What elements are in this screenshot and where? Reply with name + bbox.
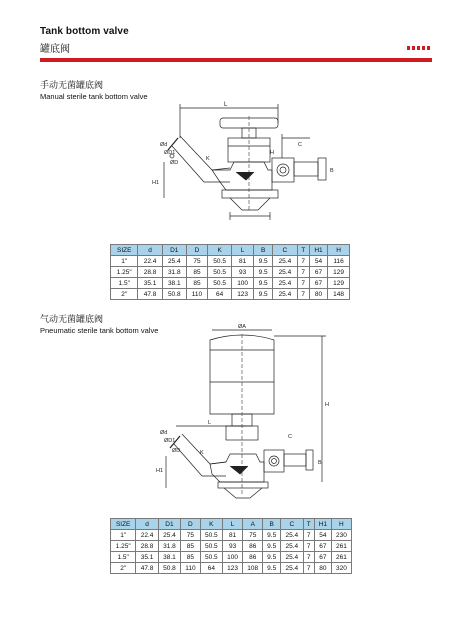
table-row: [111, 289, 350, 300]
table-header-row: [111, 519, 352, 530]
table-cell: 1.25": [111, 267, 138, 278]
col-d: d: [136, 519, 158, 530]
table-cell: 100: [232, 278, 254, 289]
table-cell: 75: [181, 530, 201, 541]
table-cell: 47.8: [138, 289, 162, 300]
table-cell: 7: [303, 530, 314, 541]
table-cell: 7: [297, 267, 309, 278]
table-cell: 7: [303, 541, 314, 552]
table-cell: 9.5: [263, 563, 281, 574]
manual-dim-c: C: [298, 142, 302, 148]
manual-heading-en: Manual sterile tank bottom valve: [40, 92, 148, 101]
table-cell: 129: [328, 267, 350, 278]
table-cell: 50.5: [208, 267, 232, 278]
table-cell: 67: [309, 278, 327, 289]
table-cell: 22.4: [136, 530, 158, 541]
table-cell: 50.8: [162, 289, 186, 300]
col-size: SIZE: [111, 245, 138, 256]
table-cell: 100: [223, 552, 243, 563]
table-cell: 261: [331, 552, 351, 563]
table-cell: 80: [309, 289, 327, 300]
table-cell: 116: [328, 256, 350, 267]
pneumatic-heading-cn: 气动无菌罐底阀: [40, 314, 104, 324]
col-d1: D1: [162, 245, 186, 256]
manual-dim-h: H: [270, 150, 274, 156]
table-cell: 1.5": [111, 278, 138, 289]
col-t: T: [303, 519, 314, 530]
manual-valve-drawing: [150, 98, 350, 233]
table-cell: 9.5: [254, 278, 273, 289]
col-h: H: [331, 519, 351, 530]
table-cell: 67: [314, 541, 331, 552]
table-cell: 9.5: [263, 530, 281, 541]
table-cell: 50.5: [208, 278, 232, 289]
page-title: Tank bottom valve: [40, 26, 129, 37]
table-cell: 28.8: [138, 267, 162, 278]
header-red-rule: [40, 58, 432, 62]
table-cell: 47.8: [136, 563, 158, 574]
col-k: K: [200, 519, 222, 530]
col-b: B: [263, 519, 281, 530]
table-cell: 25.4: [162, 256, 186, 267]
header-stripes: [407, 46, 430, 50]
table-cell: 50.5: [200, 541, 222, 552]
col-d1: D1: [158, 519, 180, 530]
table-cell: 25.4: [273, 256, 297, 267]
pneumatic-dim-k: K: [200, 450, 204, 456]
table-cell: 31.8: [162, 267, 186, 278]
manual-dim-b: B: [330, 168, 334, 174]
table-cell: 110: [186, 289, 207, 300]
table-cell: 25.4: [273, 278, 297, 289]
table-cell: 7: [297, 256, 309, 267]
table-cell: 50.5: [208, 256, 232, 267]
pneumatic-section-heading: [40, 312, 158, 335]
table-cell: 7: [297, 278, 309, 289]
table-cell: 261: [331, 541, 351, 552]
table-row: [111, 278, 350, 289]
table-cell: 1.5": [111, 552, 136, 563]
table-cell: 75: [243, 530, 263, 541]
pneumatic-dim-c: C: [288, 434, 292, 440]
table-cell: 2": [111, 563, 136, 574]
pneumatic-dim-d: Ød: [160, 430, 168, 436]
table-cell: 22.4: [138, 256, 162, 267]
col-size: SIZE: [111, 519, 136, 530]
table-row: [111, 563, 352, 574]
col-k: K: [208, 245, 232, 256]
manual-dim-d1: ØD1: [164, 150, 176, 156]
table-cell: 1": [111, 530, 136, 541]
manual-dim-h1: H1: [152, 180, 160, 186]
table-cell: 25.4: [158, 530, 180, 541]
table-row: [111, 256, 350, 267]
table-cell: 81: [223, 530, 243, 541]
col-l: L: [223, 519, 243, 530]
table-cell: 1.25": [111, 541, 136, 552]
col-b: B: [254, 245, 273, 256]
manual-section-heading: [40, 78, 148, 101]
table-cell: 54: [309, 256, 327, 267]
col-h1: H1: [309, 245, 327, 256]
table-cell: 54: [314, 530, 331, 541]
table-cell: 85: [186, 278, 207, 289]
col-dd: D: [181, 519, 201, 530]
table-cell: 64: [208, 289, 232, 300]
table-cell: 50.8: [158, 563, 180, 574]
table-cell: 93: [232, 267, 254, 278]
table-header-row: [111, 245, 350, 256]
table-cell: 25.4: [281, 552, 303, 563]
table-cell: 9.5: [254, 289, 273, 300]
page-header: [40, 26, 432, 55]
table-row: [111, 267, 350, 278]
table-cell: 93: [223, 541, 243, 552]
table-row: [111, 552, 352, 563]
table-cell: 320: [331, 563, 351, 574]
table-cell: 7: [297, 289, 309, 300]
manual-dim-d: Ød: [160, 142, 168, 148]
table-cell: 50.5: [200, 530, 222, 541]
manual-dim-od: ØD: [170, 160, 179, 166]
manual-dim-l: L: [224, 102, 228, 108]
table-cell: 67: [314, 552, 331, 563]
table-cell: 123: [223, 563, 243, 574]
col-d: d: [138, 245, 162, 256]
table-cell: 85: [181, 541, 201, 552]
col-t: T: [297, 245, 309, 256]
table-cell: 2": [111, 289, 138, 300]
col-c: C: [281, 519, 303, 530]
table-cell: 25.4: [281, 530, 303, 541]
table-cell: 129: [328, 278, 350, 289]
pneumatic-spec-table: [110, 518, 352, 574]
pneumatic-dim-h: H: [325, 402, 329, 408]
table-cell: 85: [181, 552, 201, 563]
pneumatic-heading-en: Pneumatic sterile tank bottom valve: [40, 326, 159, 335]
manual-heading-cn: 手动无菌罐底阀: [40, 80, 104, 90]
col-dd: D: [186, 245, 207, 256]
pneumatic-dim-l: L: [208, 420, 212, 426]
table-cell: 9.5: [263, 541, 281, 552]
col-l: L: [232, 245, 254, 256]
pneumatic-valve-drawing: [150, 322, 380, 512]
table-cell: 85: [186, 267, 207, 278]
table-row: [111, 541, 352, 552]
table-cell: 38.1: [162, 278, 186, 289]
table-cell: 86: [243, 552, 263, 563]
table-cell: 25.4: [281, 563, 303, 574]
table-cell: 25.4: [281, 541, 303, 552]
table-cell: 35.1: [136, 552, 158, 563]
table-cell: 148: [328, 289, 350, 300]
table-cell: 123: [232, 289, 254, 300]
table-cell: 25.4: [273, 289, 297, 300]
col-c: C: [273, 245, 297, 256]
pneumatic-dim-od: ØD: [172, 448, 181, 454]
table-cell: 25.4: [273, 267, 297, 278]
table-cell: 67: [309, 267, 327, 278]
table-cell: 50.5: [200, 552, 222, 563]
col-h1: H1: [314, 519, 331, 530]
table-cell: 1": [111, 256, 138, 267]
table-cell: 38.1: [158, 552, 180, 563]
pneumatic-dim-b: B: [318, 460, 322, 466]
table-cell: 7: [303, 552, 314, 563]
table-cell: 230: [331, 530, 351, 541]
table-cell: 9.5: [263, 552, 281, 563]
table-cell: 110: [181, 563, 201, 574]
table-cell: 35.1: [138, 278, 162, 289]
table-cell: 81: [232, 256, 254, 267]
table-cell: 75: [186, 256, 207, 267]
table-row: [111, 530, 352, 541]
table-cell: 9.5: [254, 267, 273, 278]
pneumatic-dim-a: ØA: [238, 324, 246, 330]
table-cell: 80: [314, 563, 331, 574]
table-cell: 28.8: [136, 541, 158, 552]
pneumatic-dim-h1: H1: [156, 468, 164, 474]
table-cell: 7: [303, 563, 314, 574]
manual-dim-k: K: [206, 156, 210, 162]
col-h: H: [328, 245, 350, 256]
table-cell: 31.8: [158, 541, 180, 552]
page-title-cn: 罐底阀: [40, 44, 70, 55]
table-cell: 9.5: [254, 256, 273, 267]
col-a: A: [243, 519, 263, 530]
table-cell: 108: [243, 563, 263, 574]
pneumatic-dim-d1: ØD1: [164, 438, 176, 444]
table-cell: 64: [200, 563, 222, 574]
manual-spec-table: [110, 244, 350, 300]
table-cell: 86: [243, 541, 263, 552]
